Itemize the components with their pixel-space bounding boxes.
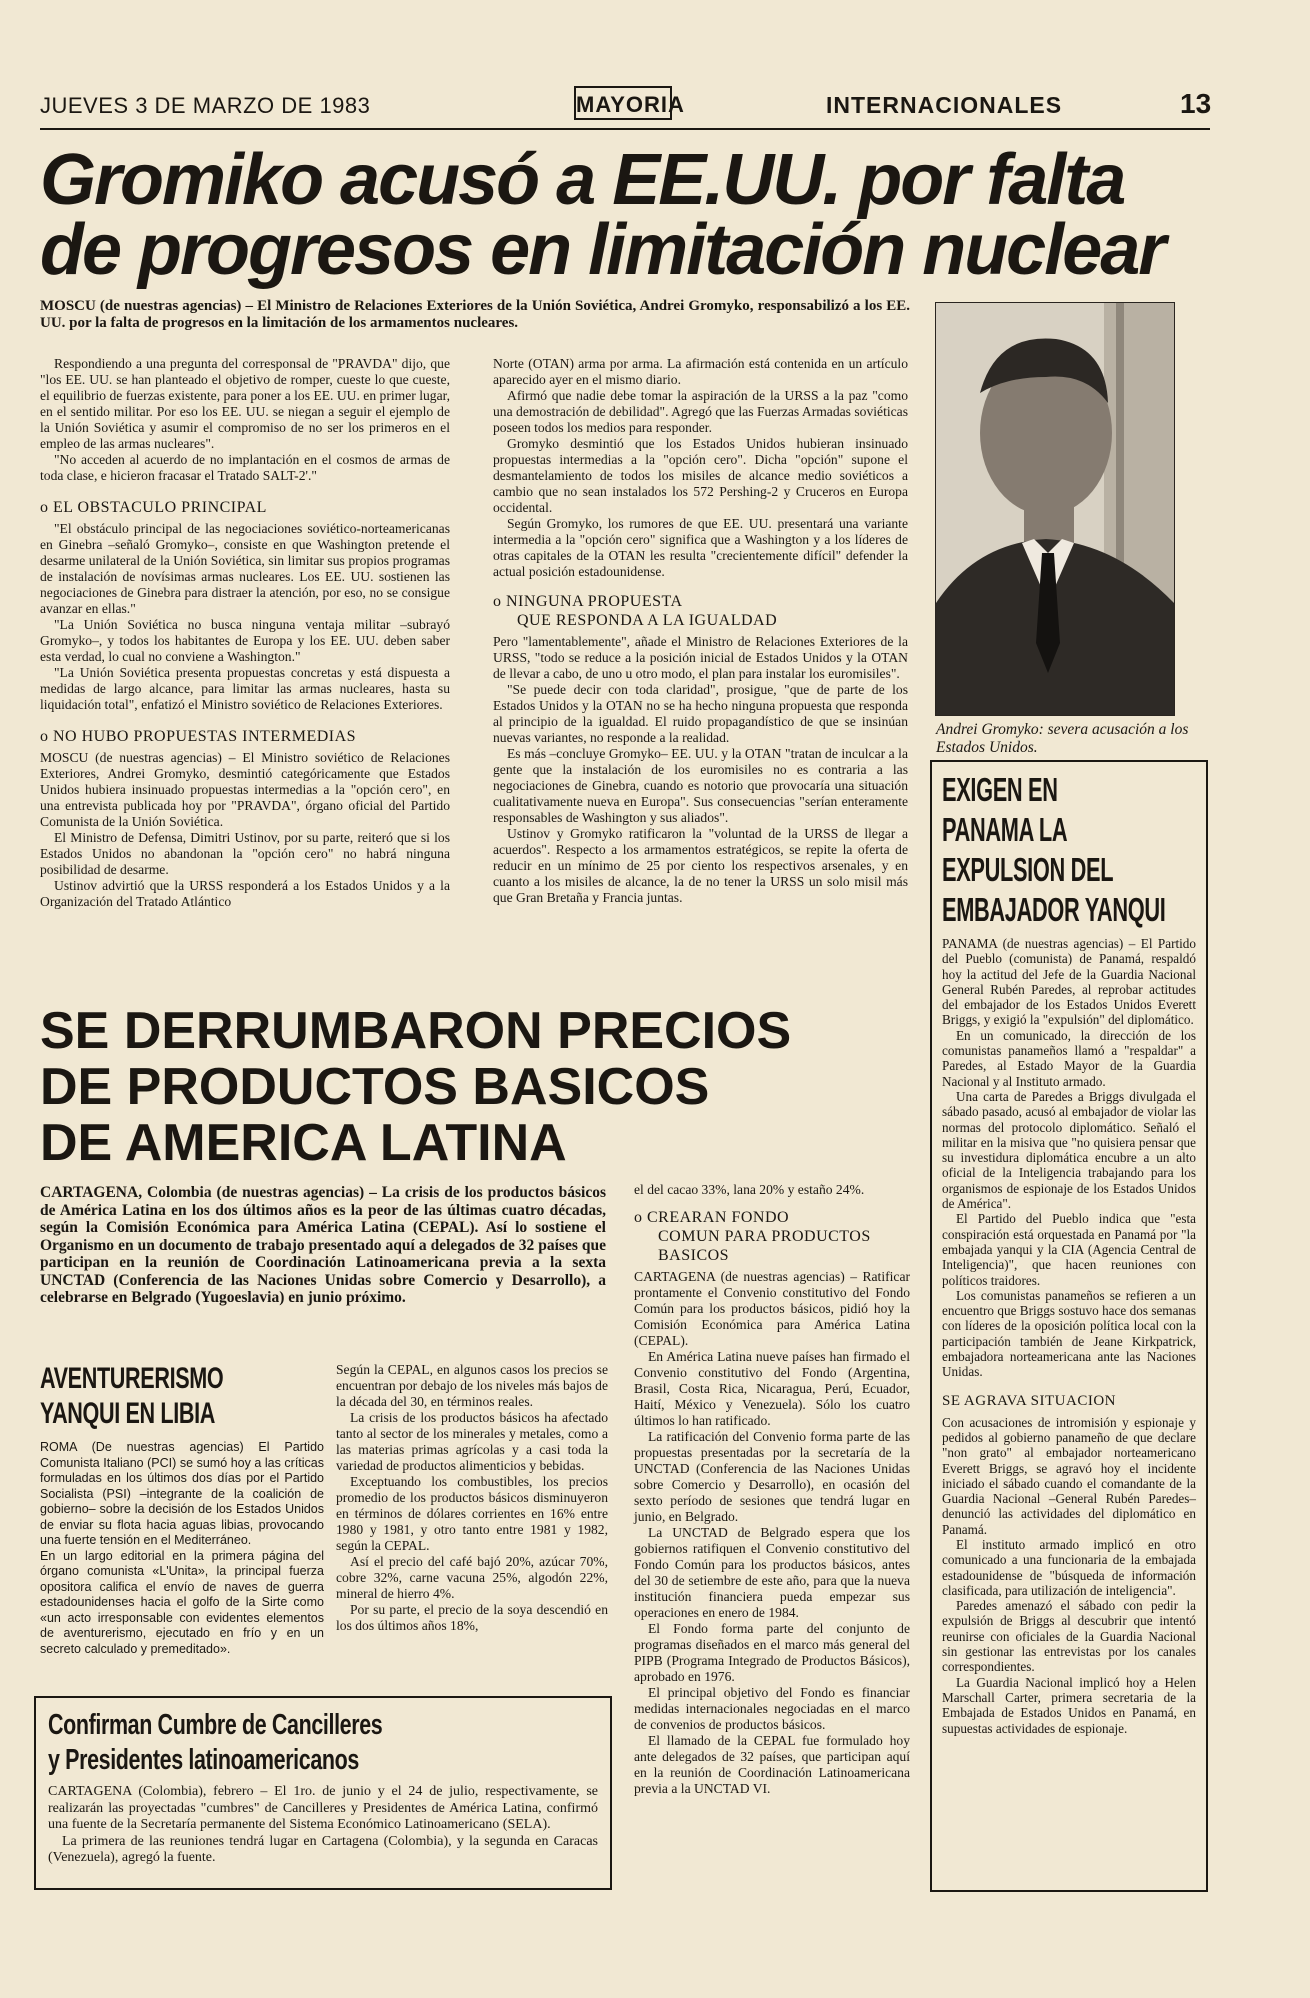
article-body — [48, 1784, 598, 1867]
paragraph: "No acceden al acuerdo de no implantación en el cosmos de armas de toda clase, e hicieron fracasar el Tratado SALT-2'." — [40, 452, 450, 483]
photo-caption: Andrei Gromyko: severa acusación a los Estados Unidos. — [936, 721, 1189, 756]
paragraph: La Guardia Nacional implicó hoy a Helen Marschall Carter, primera secretaria de la Embajada de Estados Unidos en Panamá, en supuestas actividades de espionaje. — [942, 1674, 1196, 1736]
subheading: o CREARAN FONDO — [634, 1209, 790, 1226]
article-headline-line2: y Presidentes latinoamericanos — [48, 1744, 359, 1776]
header-rule — [40, 128, 1210, 130]
article-lead: MOSCU (de nuestras agencias) – El Ministro de Relaciones Exteriores de la Unión Soviética, Andrei Gromyko, responsabilizó a los EE. UU. por la falta de progresos en la limitación de los armamentos nucleares. — [40, 298, 910, 331]
article-column-right — [634, 1182, 910, 1797]
paragraph: Respondiendo a una pregunta del corresponsal de "PRAVDA" dijo, que "los EE. UU. se han planteado el objetivo de romper, cueste lo que cueste, el equilibrio de fuerzas existente, para poner a los EE. UU. en primer lugar, en el sentido militar. Por eso los EE. UU. se niegan a seguir el ejemplo de la Unión Soviética y asumir el compromiso de no ser los primeros en el empleo de las armas nucleares". — [40, 356, 450, 451]
paragraph: Ustinov y Gromyko ratificaron la "voluntad de la URSS de llegar a acuerdos". Respecto a los armamentos estratégicos, se repite la oferta de reducir en un mínimo de 25 por ciento los respectivos arsenales, y en cuanto a los misiles de alcance, la de no tener la URSS un solo misil más que Gran Bretaña y Francia juntas. — [493, 826, 908, 905]
article-headline-line1: Gromiko acusó a EE.UU. por falta — [40, 140, 1125, 220]
paragraph: La UNCTAD de Belgrado espera que los gobiernos ratifiquen el Convenio constitutivo del Fondo Común para los productos básicos, antes del 30 de setiembre de este año, para que la nueva institución financiera pueda empezar sus operaciones en enero de 1984. — [634, 1525, 910, 1620]
portrait-photo — [935, 302, 1175, 716]
article-headline-line2: PANAMA LA — [942, 811, 1068, 848]
paragraph: el del cacao 33%, lana 20% y estaño 24%. — [634, 1182, 865, 1197]
paragraph: La ratificación del Convenio forma parte de las propuestas presentadas por la secretaría de la UNCTAD (Conferencia de las Naciones Unidas sobre Comercio y Desarrollo), en ocasión del sexto período de sesiones que tendrá lugar en junio, en Belgrado. — [634, 1429, 910, 1524]
subheading: o NO HUBO PROPUESTAS INTERMEDIAS — [40, 728, 357, 745]
article-headline-line3: EXPULSION DEL — [942, 851, 1114, 888]
paragraph: PANAMA (de nuestras agencias) – El Partido del Pueblo (comunista) de Panamá, respaldó hoy la actitud del Jefe de la Guardia Nacional General Rubén Paredes, al reprobar actitudes del embajador de los Estados Unidos Everett Briggs, y exigió la "expulsión" del diplomático. — [942, 936, 1196, 1028]
paragraph: El Ministro de Defensa, Dimitri Ustinov, por su parte, reiteró que si los Estados Unidos no abandonan la "opción cero" no habrá ninguna posibilidad de desarme. — [40, 830, 450, 877]
article-headline-line4: EMBAJADOR YANQUI — [942, 891, 1166, 928]
page-number: 13 — [1180, 88, 1212, 119]
paragraph: CARTAGENA (Colombia), febrero – El 1ro. de junio y el 24 de julio, respectivamente, se realizarán las proyectadas "cumbres" de Cancilleres y Presidentes de América Latina, confirmó una fuente de la Secretaría permanente del Sistema Económico Latinoamericano (SELA). — [48, 1784, 598, 1832]
paragraph: Ustinov advirtió que la URSS responderá a los Estados Unidos y a la Organización del Tratado Atlántico — [40, 878, 450, 909]
paragraph: Pero "lamentablemente", añade el Ministro de Relaciones Exteriores de la URSS, "todo se reduce a la posición inicial de Estados Unidos y la OTAN de llevar a cabo, de uno u otro modo, el plan para instalar los euromisiles". — [493, 634, 908, 681]
subheading: BASICOS — [658, 1247, 730, 1264]
article-headline-line1: AVENTURERISMO — [40, 1362, 224, 1395]
paragraph: La crisis de los productos básicos ha afectado tanto al sector de los minerales y metales, como a las materias primas agrícolas y a casi toda la variedad de productos alimenticios y bebidas. — [336, 1410, 608, 1473]
issue-date: JUEVES 3 DE MARZO DE 1983 — [40, 93, 371, 118]
paragraph: El llamado de la CEPAL fue formulado hoy ante delegados de 32 países, que participan aquí en la reunión de Coordinación Latinoamericana previa a la UNCTAD VI. — [634, 1733, 910, 1796]
paragraph: Es más –concluye Gromyko– EE. UU. y la OTAN "tratan de inculcar a la gente que la instalación de los euromisiles no es contraria a las negociaciones de Ginebra, cuando es notorio que provocaría una situación cualitativamente nueva en Europa". Sus consecuencias "serían enteramente responsables de Washington y sus aliados". — [493, 746, 908, 825]
article-headline-line2: de progresos en limitación nuclear — [40, 210, 1165, 290]
paragraph: Por su parte, el precio de la soya descendió en los dos últimos años 18%, — [336, 1602, 608, 1633]
subheading: QUE RESPONDA A LA IGUALDAD — [517, 612, 778, 629]
paragraph: "El obstáculo principal de las negociaciones soviético-norteamericanas en Ginebra –señaló Gromyko–, consiste en que Washington pretende el desarme unilateral de la Unión Soviética, sin limitar sus propios programas de instalación de novísimas armas nucleares. Los EE. UU. sostienen las negociaciones de Ginebra para distraer la atención, por eso, no se consigue avanzar en ellas." — [40, 521, 450, 616]
article-body — [942, 936, 1196, 1736]
paragraph: CARTAGENA (de nuestras agencias) – Ratificar prontamente el Convenio constitutivo del Fondo Común para los productos básicos, pidió hoy la Comisión Económica para América Latina (CEPAL). — [634, 1269, 910, 1348]
article-column-2 — [493, 356, 908, 906]
article-lead: CARTAGENA, Colombia (de nuestras agencias) – La crisis de los productos básicos de América Latina en los dos últimos años es la peor de las últimas cuatro décadas, según la Comisión Económica para América Latina (CEPAL). Así lo sostiene el Organismo en un documento de trabajo presentado aquí a delegados de 32 países que participan en la reunión de Coordinación Latinoamericana previa a la sexta UNCTAD (Conferencia de las Naciones Unidas sobre Comercio y Desarrollo), a celebrarse en Belgrado (Yugoeslavia) en junio próximo. — [40, 1184, 606, 1306]
paragraph: Los comunistas panameños se refieren a un encuentro que Briggs sostuvo hace dos semanas con líderes de la oposición política local con la participación también de Jeane Kirkpatrick, embajadora norteamericana ante las Naciones Unidas. — [942, 1287, 1196, 1380]
article-column-middle — [336, 1362, 608, 1634]
paragraph: "La Unión Soviética presenta propuestas concretas y está dispuesta a medidas de largo alcance, para limitar las armas nucleares, hasta su liquidación total", enfatizó el Ministro soviético de Relaciones Exteriores. — [40, 665, 450, 712]
cumbre-article-box — [34, 1696, 612, 1890]
article-body: En un largo editorial en la primera página del órgano comunista «L'Unita», la principal fuerza opositora califica el envío de naves de guerra estadounidenses hacia el golfo de la Sirte como «un acto irresponsable con evidentes elementos de aventurerismo, ejecutado en frío y en un secreto calculado y premeditado». — [40, 1548, 324, 1656]
subheading: o NINGUNA PROPUESTA — [493, 593, 683, 610]
paragraph: Afirmó que nadie debe tomar la aspiración de la URSS a la paz "como una demostración de debilidad". Agregó que las Fuerzas Armadas soviéticas poseen todos los medios para responder. — [493, 388, 908, 435]
article-headline-line2: DE PRODUCTOS BASICOS — [40, 1058, 710, 1116]
article-headline-line3: DE AMERICA LATINA — [40, 1114, 567, 1172]
paragraph: MOSCU (de nuestras agencias) – El Ministro soviético de Relaciones Exteriores, Andrei Gromyko, desmintió categóricamente que Estados Unidos hubiera insinuado propuestas intermedias a la "opción cero", en una entrevista publicada hoy por "PRAVDA", órgano oficial del Partido Comunista de la Unión Soviética. — [40, 750, 450, 829]
subheading: o EL OBSTACULO PRINCIPAL — [40, 499, 267, 516]
paragraph: El principal objetivo del Fondo es financiar medidas internacionales negociadas en el marco de convenios de productos básicos. — [634, 1685, 910, 1732]
paragraph: En un comunicado, la dirección de los comunistas panameños llamó a "respaldar" a Paredes, al Estado Mayor de la Guardia Nacional y al Instituto armado. — [942, 1027, 1196, 1089]
paragraph: El instituto armado implicó en otro comunicado a una funcionaria de la embajada estadounidense de "búsqueda de información clasificada, para utilización de inteligencia". — [942, 1536, 1196, 1598]
paragraph: Exceptuando los combustibles, los precios promedio de los productos básicos disminuyeron en términos de dólares corrientes en 16% entre 1980 y 1981, y otro tanto entre 1981 y 1982, según la CEPAL. — [336, 1474, 608, 1553]
article-headline-line1: EXIGEN EN — [942, 771, 1058, 808]
portrait-illustration — [936, 303, 1174, 715]
paragraph: El Partido del Pueblo indica que "esta conspiración está orquestada en Panamá por "la embajada yanqui y la CIA (Agencia Central de Inteligencia)", que hacen reuniones con políticos traidores. — [942, 1211, 1196, 1288]
paragraph: Una carta de Paredes a Briggs divulgada el sábado pasado, acusó al embajador de violar las normas del protocolo diplomático. Señaló el militar en la misiva que "no quisiera pensar que su investidura diplomática encubre a un alto oficial de la Inteligencia trabajando para los organismos de espionaje de los Estados Unidos de América". — [942, 1088, 1196, 1212]
section-name: INTERNACIONALES — [826, 92, 1063, 118]
subheading: COMUN PARA PRODUCTOS — [658, 1228, 871, 1245]
paragraph: En América Latina nueve países han firmado el Convenio constitutivo del Fondo (Argentina, Brasil, Costa Rica, Nicaragua, Perú, Ecuador, Haití, México y Venezuela). Sólo los cuatro últimos lo han ratificado. — [634, 1349, 910, 1428]
paragraph: Según la CEPAL, en algunos casos los precios se encuentran por debajo de los niveles más bajos de la década del 30, en términos reales. — [336, 1362, 608, 1409]
subheading: SE AGRAVA SITUACION — [942, 1392, 1116, 1409]
paragraph: "La Unión Soviética no busca ninguna ventaja militar –subrayó Gromyko–, y todos los habitantes de Europa y los EE. UU. deben saber esta verdad, lo cual no conviene a Washington." — [40, 617, 450, 664]
newspaper-logo: MAYORIA — [574, 86, 672, 120]
article-headline-line2: YANQUI EN LIBIA — [40, 1397, 216, 1430]
aventurerismo-article — [40, 1362, 324, 1657]
paragraph: Paredes amenazó el sábado con pedir la expulsión de Briggs al descubrir que intentó reunirse con oficiales de la Guardia Nacional sin gestionar las entrevistas por los canales correspondientes. — [942, 1598, 1196, 1675]
paragraph: Gromyko desmintió que los Estados Unidos hubieran insinuado propuestas intermedias a la "opción cero". Dicha "opción" supone el desmantelamiento de todos los misiles de alcance medio soviéticos a cambio que no sean instalados los 572 Pershing-2 y Cruceros en Europa occidental. — [493, 436, 908, 515]
paragraph: Según Gromyko, los rumores de que EE. UU. presentará una variante intermedia a la "opción cero" significa que a Washington y a los líderes de otras capitales de la OTAN les resulta "crecientemente difícil" defender la actual posición estadounidense. — [493, 516, 908, 579]
paragraph: La primera de las reuniones tendrá lugar en Cartagena (Colombia), y la segunda en Caracas (Venezuela), agregó la fuente. — [48, 1833, 598, 1865]
paragraph: Norte (OTAN) arma por arma. La afirmación está contenida en un artículo aparecido ayer en el mismo diario. — [493, 356, 908, 387]
paragraph: Así el precio del café bajó 20%, azúcar 70%, cobre 32%, carne vacuna 25%, algodón 22%, mineral de hierro 4%. — [336, 1554, 608, 1601]
panama-article-box — [930, 760, 1208, 1892]
paragraph: "Se puede decir con toda claridad", prosigue, "que de parte de los Estados Unidos y la OTAN no se ha hecho ninguna propuesta que responda al principio de la igualdad. El ruido propagandístico de que se insinúan nuevas variantes, no responde a la realidad. — [493, 682, 908, 745]
article-headline-line1: SE DERRUMBARON PRECIOS — [40, 1002, 792, 1060]
article-column-1 — [40, 356, 450, 910]
paragraph: El Fondo forma parte del conjunto de programas diseñados en el marco más general del PIPB (Programa Integrado de Productos Básicos), aprobado en 1976. — [634, 1621, 910, 1684]
article-headline-line1: Confirman Cumbre de Cancilleres — [48, 1709, 383, 1741]
article-body: ROMA (De nuestras agencias) El Partido Comunista Italiano (PCI) se sumó hoy a las críticas formuladas en los últimos dos días por el Partido Socialista (PSI) –integrante de la coalición de gobierno– sobre la decisión de los Estados Unidos de enviar su flota hacia aguas libias, provocando una fuerte tensión en el Mediterráneo. — [40, 1440, 324, 1547]
paragraph: Con acusaciones de intromisión y espionaje y pedidos al gobierno panameño de que declare "non grato" al embajador norteamericano Everett Briggs, se agravó hoy el incidente iniciado el sábado cuando el comandante de la Guardia Nacional –General Rubén Paredes– denunció las actividades del diplomático en Panamá. — [942, 1414, 1196, 1537]
